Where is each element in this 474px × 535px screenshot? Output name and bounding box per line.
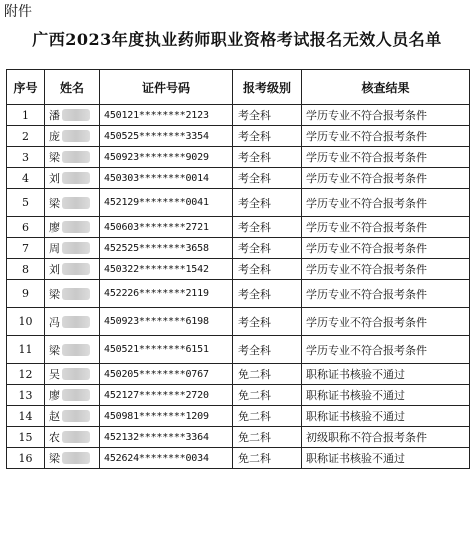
row-id-number: 452226********2119 bbox=[100, 280, 233, 308]
table-row bbox=[7, 238, 470, 259]
redacted-name-block bbox=[62, 344, 90, 356]
redacted-name-block bbox=[62, 316, 90, 328]
row-id-number: 450205********0767 bbox=[100, 364, 233, 385]
row-surname: 梁 bbox=[49, 452, 60, 465]
row-exam-level: 考全科 bbox=[233, 336, 302, 364]
document-title: 广西2023年度执业药师职业资格考试报名无效人员名单 bbox=[32, 30, 442, 49]
row-seq: 7 bbox=[7, 238, 45, 259]
row-check-result: 学历专业不符合报考条件 bbox=[302, 336, 470, 364]
row-seq: 1 bbox=[7, 105, 45, 126]
row-name bbox=[45, 238, 100, 259]
row-check-result: 职称证书核验不通过 bbox=[302, 385, 470, 406]
header-seq: 序号 bbox=[7, 70, 45, 105]
row-exam-level: 考全科 bbox=[233, 259, 302, 280]
row-check-result: 职称证书核验不通过 bbox=[302, 406, 470, 427]
row-surname: 赵 bbox=[49, 410, 60, 423]
row-check-result: 学历专业不符合报考条件 bbox=[302, 217, 470, 238]
row-exam-level: 考全科 bbox=[233, 280, 302, 308]
row-seq: 15 bbox=[7, 427, 45, 448]
row-id-number: 450525********3354 bbox=[100, 126, 233, 147]
row-exam-level: 免二科 bbox=[233, 364, 302, 385]
row-surname: 梁 bbox=[49, 343, 60, 357]
row-name bbox=[45, 336, 100, 364]
table-row bbox=[7, 448, 470, 469]
table-row bbox=[7, 427, 470, 448]
row-surname: 梁 bbox=[49, 196, 60, 210]
redacted-name-block bbox=[62, 431, 90, 443]
row-check-result: 学历专业不符合报考条件 bbox=[302, 238, 470, 259]
row-name bbox=[45, 105, 100, 126]
header-id-number: 证件号码 bbox=[100, 70, 233, 105]
row-id-number: 452132********3364 bbox=[100, 427, 233, 448]
row-check-result: 学历专业不符合报考条件 bbox=[302, 280, 470, 308]
redacted-name-block bbox=[62, 221, 90, 233]
row-name bbox=[45, 308, 100, 336]
row-id-number: 452127********2720 bbox=[100, 385, 233, 406]
row-id-number: 450923********6198 bbox=[100, 308, 233, 336]
row-exam-level: 考全科 bbox=[233, 217, 302, 238]
row-seq: 16 bbox=[7, 448, 45, 469]
row-surname: 庞 bbox=[49, 130, 60, 143]
header-exam-level: 报考级别 bbox=[233, 70, 302, 105]
row-exam-level: 考全科 bbox=[233, 308, 302, 336]
row-check-result: 职称证书核验不通过 bbox=[302, 448, 470, 469]
row-exam-level: 考全科 bbox=[233, 238, 302, 259]
table-row bbox=[7, 105, 470, 126]
row-exam-level: 考全科 bbox=[233, 168, 302, 189]
table-row bbox=[7, 385, 470, 406]
redacted-name-block bbox=[62, 368, 90, 380]
table-row bbox=[7, 189, 470, 217]
row-check-result: 学历专业不符合报考条件 bbox=[302, 259, 470, 280]
row-seq: 11 bbox=[7, 336, 45, 364]
redacted-name-block bbox=[62, 172, 90, 184]
row-name bbox=[45, 280, 100, 308]
row-seq: 10 bbox=[7, 308, 45, 336]
header-check-result: 核查结果 bbox=[302, 70, 470, 105]
row-surname: 廖 bbox=[49, 221, 60, 234]
row-seq: 8 bbox=[7, 259, 45, 280]
row-check-result: 学历专业不符合报考条件 bbox=[302, 168, 470, 189]
row-id-number: 450303********0014 bbox=[100, 168, 233, 189]
row-exam-level: 考全科 bbox=[233, 147, 302, 168]
row-check-result: 学历专业不符合报考条件 bbox=[302, 189, 470, 217]
row-name bbox=[45, 189, 100, 217]
row-surname: 刘 bbox=[49, 172, 60, 185]
row-surname: 潘 bbox=[49, 109, 60, 122]
row-name bbox=[45, 168, 100, 189]
row-surname: 周 bbox=[49, 242, 60, 255]
row-name bbox=[45, 406, 100, 427]
redacted-name-block bbox=[62, 109, 90, 121]
row-check-result: 学历专业不符合报考条件 bbox=[302, 105, 470, 126]
row-id-number: 450322********1542 bbox=[100, 259, 233, 280]
attachment-label: 附件 bbox=[4, 4, 32, 20]
redacted-name-block bbox=[62, 452, 90, 464]
row-id-number: 450121********2123 bbox=[100, 105, 233, 126]
row-seq: 4 bbox=[7, 168, 45, 189]
table-row bbox=[7, 406, 470, 427]
row-seq: 3 bbox=[7, 147, 45, 168]
row-id-number: 450981********1209 bbox=[100, 406, 233, 427]
row-seq: 5 bbox=[7, 189, 45, 217]
row-id-number: 452129********0041 bbox=[100, 189, 233, 217]
row-surname: 冯 bbox=[49, 315, 60, 329]
table-row bbox=[7, 336, 470, 364]
table-row bbox=[7, 168, 470, 189]
row-surname: 刘 bbox=[49, 263, 60, 276]
row-exam-level: 考全科 bbox=[233, 189, 302, 217]
redacted-name-block bbox=[62, 410, 90, 422]
row-exam-level: 考全科 bbox=[233, 126, 302, 147]
table-row bbox=[7, 126, 470, 147]
row-name bbox=[45, 147, 100, 168]
row-name bbox=[45, 448, 100, 469]
row-id-number: 450923********9029 bbox=[100, 147, 233, 168]
ineligible-list-table bbox=[6, 69, 470, 469]
row-check-result: 学历专业不符合报考条件 bbox=[302, 126, 470, 147]
row-seq: 6 bbox=[7, 217, 45, 238]
row-exam-level: 免二科 bbox=[233, 448, 302, 469]
row-id-number: 450603********2721 bbox=[100, 217, 233, 238]
table-row bbox=[7, 364, 470, 385]
row-check-result: 初级职称不符合报考条件 bbox=[302, 427, 470, 448]
table-row bbox=[7, 259, 470, 280]
row-name bbox=[45, 364, 100, 385]
row-check-result: 学历专业不符合报考条件 bbox=[302, 308, 470, 336]
row-surname: 农 bbox=[49, 431, 60, 444]
row-id-number: 450521********6151 bbox=[100, 336, 233, 364]
table-row bbox=[7, 280, 470, 308]
row-name bbox=[45, 126, 100, 147]
row-exam-level: 考全科 bbox=[233, 105, 302, 126]
table-header-row bbox=[7, 70, 470, 105]
row-exam-level: 免二科 bbox=[233, 406, 302, 427]
redacted-name-block bbox=[62, 263, 90, 275]
row-check-result: 学历专业不符合报考条件 bbox=[302, 147, 470, 168]
row-exam-level: 免二科 bbox=[233, 427, 302, 448]
row-surname: 梁 bbox=[49, 287, 60, 301]
row-id-number: 452624********0034 bbox=[100, 448, 233, 469]
row-seq: 2 bbox=[7, 126, 45, 147]
row-surname: 吴 bbox=[49, 368, 60, 381]
redacted-name-block bbox=[62, 242, 90, 254]
row-surname: 廖 bbox=[49, 389, 60, 402]
table-body bbox=[7, 105, 470, 469]
row-seq: 9 bbox=[7, 280, 45, 308]
row-exam-level: 免二科 bbox=[233, 385, 302, 406]
redacted-name-block bbox=[62, 288, 90, 300]
row-check-result: 职称证书核验不通过 bbox=[302, 364, 470, 385]
table-row bbox=[7, 217, 470, 238]
table-row bbox=[7, 308, 470, 336]
row-seq: 13 bbox=[7, 385, 45, 406]
redacted-name-block bbox=[62, 197, 90, 209]
row-name bbox=[45, 259, 100, 280]
row-seq: 14 bbox=[7, 406, 45, 427]
row-name bbox=[45, 427, 100, 448]
redacted-name-block bbox=[62, 389, 90, 401]
header-name: 姓名 bbox=[45, 70, 100, 105]
row-seq: 12 bbox=[7, 364, 45, 385]
row-surname: 梁 bbox=[49, 151, 60, 164]
table-row bbox=[7, 147, 470, 168]
row-name bbox=[45, 217, 100, 238]
redacted-name-block bbox=[62, 151, 90, 163]
redacted-name-block bbox=[62, 130, 90, 142]
row-id-number: 452525********3658 bbox=[100, 238, 233, 259]
row-name bbox=[45, 385, 100, 406]
